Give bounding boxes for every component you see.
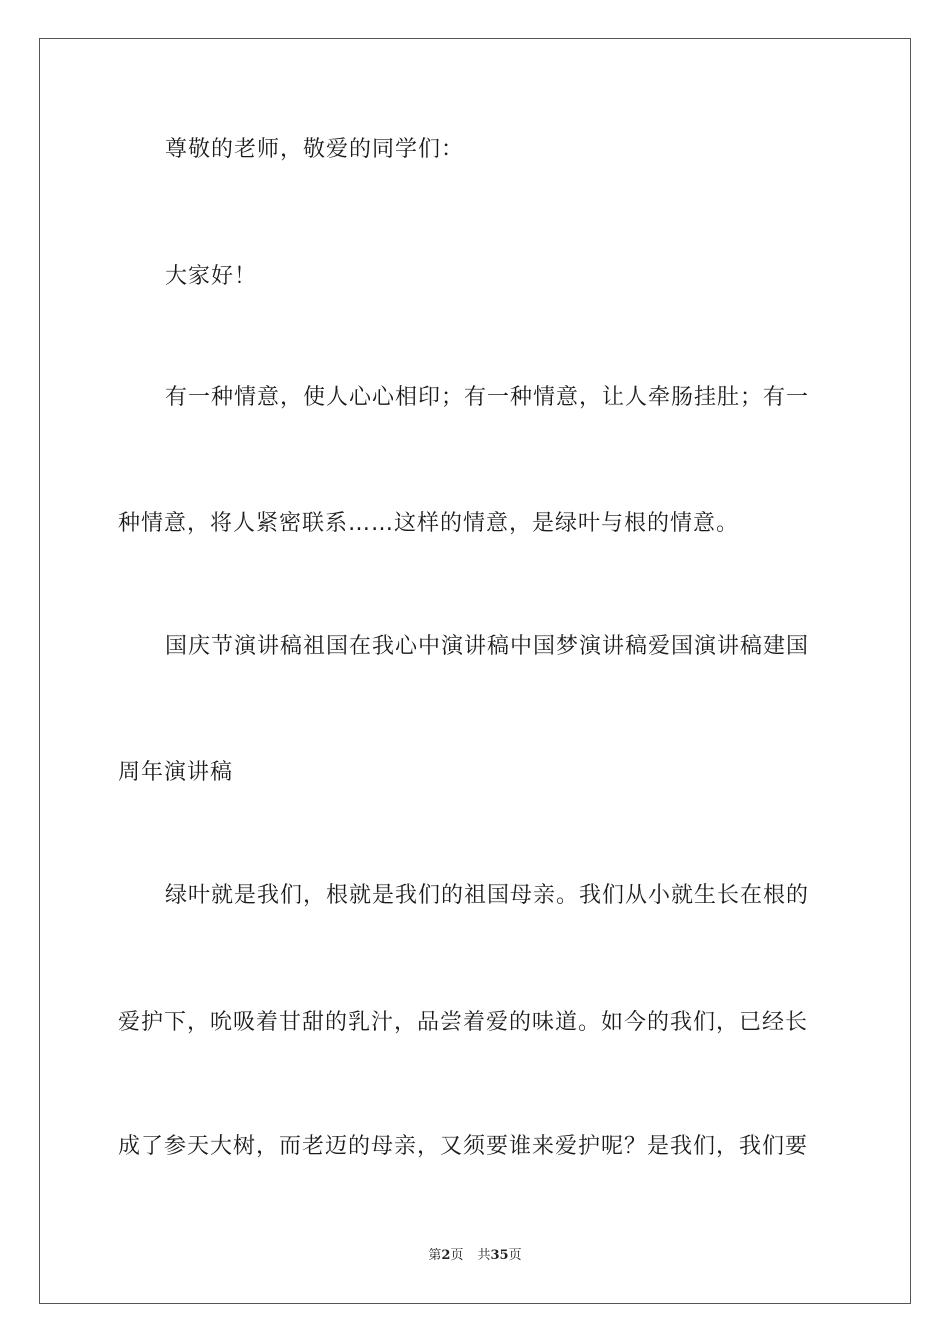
page-footer [0, 1247, 950, 1265]
page-border [39, 38, 911, 1304]
salutation-line: 尊敬的老师，敬爱的同学们： [165, 137, 465, 162]
total-pages: 35 [490, 1248, 509, 1263]
paragraph-line: 成了参天大树，而老迈的母亲，又须要谁来爱护呢？是我们，我们要 [118, 1134, 809, 1159]
page-number: 2 [441, 1248, 451, 1263]
page-prefix: 第 [428, 1248, 442, 1263]
paragraph-line: 国庆节演讲稿祖国在我心中演讲稿中国梦演讲稿爱国演讲稿建国 [165, 634, 810, 659]
greeting-line: 大家好！ [165, 264, 258, 289]
paragraph-line: 有一种情意，使人心心相印；有一种情意，让人牵肠挂肚；有一 [165, 385, 810, 410]
paragraph-line: 种情意，将人紧密联系……这样的情意，是绿叶与根的情意。 [118, 511, 740, 536]
page-suffix: 页 [450, 1248, 464, 1263]
paragraph-line: 绿叶就是我们，根就是我们的祖国母亲。我们从小就生长在根的 [165, 883, 810, 908]
total-suffix: 页 [508, 1248, 522, 1263]
paragraph-line: 爱护下，吮吸着甘甜的乳汁，品尝着爱的味道。如今的我们，已经长 [118, 1010, 809, 1035]
paragraph-line: 周年演讲稿 [118, 760, 234, 785]
total-prefix: 共 [477, 1248, 491, 1263]
